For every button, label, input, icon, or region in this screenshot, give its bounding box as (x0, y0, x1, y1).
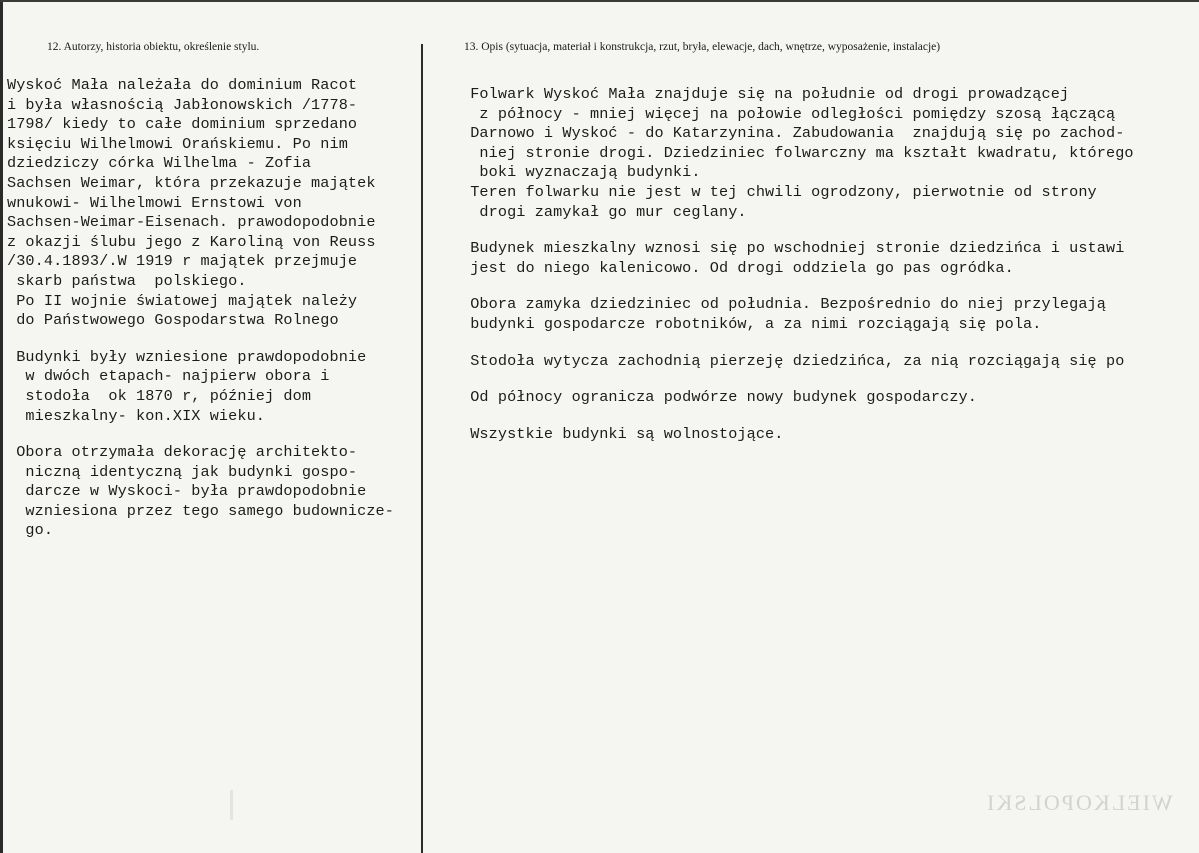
stamp-watermark: WIELKOPOLSKI (985, 790, 1173, 815)
text-line: Wyskoć Mała należała do dominium Racot (7, 76, 358, 94)
text-line: Obora otrzymała dekorację architekto- (7, 443, 358, 462)
text-line: Folwark Wyskoć Mała znajduje się na południe od drogi prowadzącej (461, 85, 1070, 103)
text-line: Od północy ogranicza podwórze nowy budynek gospodarczy. (461, 388, 977, 407)
text-line: /30.4.1893/.W 1919 r majątek przejmuje (7, 252, 358, 271)
paragraph (461, 425, 1197, 445)
text-line: Sachsen Weimar, która przekazuje majątek (7, 173, 376, 192)
paragraph (461, 295, 1197, 334)
text-line: z północy - mniej więcej na połowie odległości pomiędzy szosą łączącą (461, 104, 1116, 123)
text-line: budynki gospodarcze robotników, a za nimi rozciągają się pola. (461, 314, 1042, 333)
text-line: Po II wojnie światowej majątek należy (7, 291, 358, 310)
text-line: stodoła ok 1870 r, później dom (7, 386, 312, 405)
text-line: darcze w Wyskoci- była prawdopodobnie (7, 482, 367, 501)
text-line: Stodoła wytycza zachodnią pierzeję dziedzińca, za nią rozciągają się po (461, 351, 1125, 370)
text-line: Darnowo i Wyskoć - do Katarzynina. Zabudowania znajdują się po zachod- (461, 124, 1125, 143)
paragraph (7, 443, 419, 541)
text-line: Wszystkie budynki są wolnostojące. (461, 424, 784, 443)
paragraph (7, 348, 419, 426)
text-line: Obora zamyka dziedziniec od południa. Bezpośrednio do niej przylegają (461, 295, 1106, 314)
text-line: Budynki były wzniesione prawdopodobnie (7, 347, 367, 366)
description-column (461, 85, 1197, 461)
text-line: boki wyznaczają budynki. (461, 163, 701, 182)
text-line: i była własnością Jabłonowskich /1778- (7, 95, 358, 114)
section-13-header: 13. Opis (sytuacja, materiał i konstrukcja, rzut, bryła, elewacje, dach, wnętrze, wyposażenie, instalacje) (464, 41, 941, 53)
paragraph (461, 239, 1197, 278)
text-line: Sachsen-Weimar-Eisenach. prawodopodobnie (7, 213, 376, 232)
text-line: wnukowi- Wilhelmowi Ernstowi von (7, 193, 302, 212)
text-line: w dwóch etapach- najpierw obora i (7, 367, 330, 386)
text-line: Budynek mieszkalny wznosi się po wschodniej stronie dziedzińca i ustawi (461, 239, 1125, 258)
text-line: drogi zamykał go mur ceglany. (461, 202, 747, 221)
scan-edge-left (0, 0, 3, 853)
text-line: jest do niego kalenicowo. Od drogi oddziela go pas ogródka. (461, 258, 1014, 277)
text-line: z okazji ślubu jego z Karoliną von Reuss (7, 232, 376, 251)
text-line: go. (7, 521, 54, 540)
text-line: niczną identyczną jak budynki gospo- (7, 462, 358, 481)
text-line: skarb państwa polskiego. (7, 271, 247, 290)
text-line: do Państwowego Gospodarstwa Rolnego (7, 311, 339, 330)
text-line: dziedziczy córka Wilhelma - Zofia (7, 154, 312, 173)
text-line: 1798/ kiedy to całe dominium sprzedano (7, 115, 358, 134)
paragraph (461, 85, 1197, 222)
text-line: niej stronie drogi. Dziedziniec folwarczny ma kształt kwadratu, którego (461, 143, 1134, 162)
paragraph (461, 352, 1197, 372)
faint-scan-mark (230, 790, 233, 820)
history-column (7, 76, 419, 558)
text-line: Teren folwarku nie jest w tej chwili ogrodzony, pierwotnie od strony (461, 182, 1097, 201)
paragraph (461, 388, 1197, 408)
text-line: mieszkalny- kon.XIX wieku. (7, 406, 265, 425)
paragraph (7, 76, 419, 331)
section-12-header: 12. Autorzy, historia obiektu, określenie stylu. (47, 41, 260, 53)
text-line: wzniesiona przez tego samego budownicze- (7, 501, 394, 520)
column-divider (421, 44, 423, 853)
text-line: księciu Wilhelmowi Orańskiemu. Po nim (7, 134, 348, 153)
scan-edge-top (0, 0, 1199, 2)
